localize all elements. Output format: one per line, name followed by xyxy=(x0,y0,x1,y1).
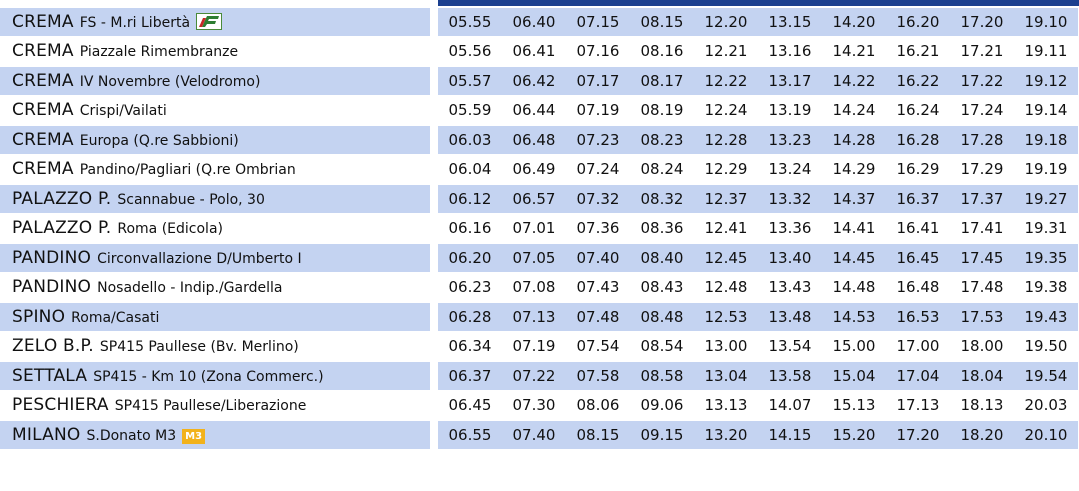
departure-time: 17.22 xyxy=(950,67,1014,95)
departure-time: 09.06 xyxy=(630,392,694,420)
departure-time: 19.38 xyxy=(1014,274,1078,302)
departure-time: 08.19 xyxy=(630,97,694,125)
departure-time: 12.22 xyxy=(694,67,758,95)
departure-time: 20.03 xyxy=(1014,392,1078,420)
departure-time: 14.53 xyxy=(822,303,886,331)
departure-time: 08.54 xyxy=(630,333,694,361)
departure-time: 07.13 xyxy=(502,303,566,331)
departure-time: 07.16 xyxy=(566,38,630,66)
departure-time: 08.06 xyxy=(566,392,630,420)
departure-time: 07.24 xyxy=(566,156,630,184)
stop-street: SP415 Paullese/Liberazione xyxy=(114,398,307,415)
departure-time: 08.17 xyxy=(630,67,694,95)
departure-time: 15.20 xyxy=(822,421,886,449)
departure-time: 07.40 xyxy=(566,244,630,272)
departure-time: 14.20 xyxy=(822,8,886,36)
departure-time: 08.43 xyxy=(630,274,694,302)
departure-time: 16.41 xyxy=(886,215,950,243)
table-row xyxy=(0,421,1078,449)
stop-cell xyxy=(0,38,430,66)
departure-time: 16.20 xyxy=(886,8,950,36)
departure-time: 17.45 xyxy=(950,244,1014,272)
departure-time: 12.37 xyxy=(694,185,758,213)
departure-time: 17.00 xyxy=(886,333,950,361)
stop-cell xyxy=(0,215,430,243)
departure-time: 08.40 xyxy=(630,244,694,272)
stop-town: PALAZZO P. xyxy=(12,188,112,209)
stop-street: Scannabue - Polo, 30 xyxy=(117,191,265,208)
departure-time: 12.24 xyxy=(694,97,758,125)
timetable xyxy=(0,6,1078,451)
table-row xyxy=(0,38,1078,66)
departure-time: 17.13 xyxy=(886,392,950,420)
stop-cell xyxy=(0,362,430,390)
stop-street: Circonvallazione D/Umberto I xyxy=(97,250,302,267)
departure-time: 07.08 xyxy=(502,274,566,302)
stop-town: CREMA xyxy=(12,129,74,150)
column-gap xyxy=(430,126,438,154)
stop-cell xyxy=(0,67,430,95)
departure-time: 06.34 xyxy=(438,333,502,361)
departure-time: 07.05 xyxy=(502,244,566,272)
departure-time: 12.28 xyxy=(694,126,758,154)
departure-time: 08.48 xyxy=(630,303,694,331)
stop-cell xyxy=(0,392,430,420)
departure-time: 07.01 xyxy=(502,215,566,243)
stop-street: Europa (Q.re Sabbioni) xyxy=(79,132,239,149)
departure-time: 08.16 xyxy=(630,38,694,66)
departure-time: 16.45 xyxy=(886,244,950,272)
departure-time: 17.20 xyxy=(886,421,950,449)
table-row xyxy=(0,274,1078,302)
table-row xyxy=(0,244,1078,272)
departure-time: 13.40 xyxy=(758,244,822,272)
departure-time: 06.28 xyxy=(438,303,502,331)
departure-time: 14.28 xyxy=(822,126,886,154)
stop-street: Roma/Casati xyxy=(71,309,160,326)
column-gap xyxy=(430,185,438,213)
departure-time: 13.13 xyxy=(694,392,758,420)
departure-time: 15.13 xyxy=(822,392,886,420)
departure-time: 06.37 xyxy=(438,362,502,390)
stop-street: S.Donato M3 xyxy=(86,427,177,444)
stop-town: SETTALA xyxy=(12,365,88,386)
stop-town: CREMA xyxy=(12,70,74,91)
departure-time: 19.10 xyxy=(1014,8,1078,36)
stop-cell xyxy=(0,303,430,331)
departure-time: 16.37 xyxy=(886,185,950,213)
departure-time: 19.14 xyxy=(1014,97,1078,125)
departure-time: 08.32 xyxy=(630,185,694,213)
departure-time: 18.20 xyxy=(950,421,1014,449)
stop-town: PALAZZO P. xyxy=(12,218,112,239)
departure-time: 13.23 xyxy=(758,126,822,154)
departure-time: 07.32 xyxy=(566,185,630,213)
column-gap xyxy=(430,244,438,272)
stop-town: ZELO B.P. xyxy=(12,336,94,357)
stop-cell xyxy=(0,97,430,125)
departure-time: 07.48 xyxy=(566,303,630,331)
departure-time: 13.43 xyxy=(758,274,822,302)
departure-time: 06.48 xyxy=(502,126,566,154)
departure-time: 13.20 xyxy=(694,421,758,449)
departure-time: 18.13 xyxy=(950,392,1014,420)
table-row xyxy=(0,392,1078,420)
column-gap xyxy=(430,362,438,390)
departure-time: 07.15 xyxy=(566,8,630,36)
departure-time: 16.24 xyxy=(886,97,950,125)
column-gap xyxy=(430,38,438,66)
departure-time: 07.58 xyxy=(566,362,630,390)
departure-time: 05.55 xyxy=(438,8,502,36)
departure-time: 17.37 xyxy=(950,185,1014,213)
column-gap xyxy=(430,274,438,302)
departure-time: 18.00 xyxy=(950,333,1014,361)
departure-time: 13.04 xyxy=(694,362,758,390)
departure-time: 07.22 xyxy=(502,362,566,390)
column-gap xyxy=(430,421,438,449)
stop-street: SP415 - Km 10 (Zona Commerc.) xyxy=(93,368,324,385)
stop-town: CREMA xyxy=(12,159,74,180)
departure-time: 14.29 xyxy=(822,156,886,184)
departure-time: 19.31 xyxy=(1014,215,1078,243)
departure-time: 06.04 xyxy=(438,156,502,184)
table-row xyxy=(0,303,1078,331)
table-row xyxy=(0,126,1078,154)
departure-time: 06.44 xyxy=(502,97,566,125)
departure-time: 12.45 xyxy=(694,244,758,272)
stop-street: SP415 Paullese (Bv. Merlino) xyxy=(99,339,299,356)
table-row xyxy=(0,156,1078,184)
metro-m3-badge: M3 xyxy=(182,429,205,444)
departure-time: 12.20 xyxy=(694,8,758,36)
departure-time: 13.54 xyxy=(758,333,822,361)
departure-time: 17.04 xyxy=(886,362,950,390)
departure-time: 17.48 xyxy=(950,274,1014,302)
stop-street: Crispi/Vailati xyxy=(79,103,167,120)
departure-time: 06.49 xyxy=(502,156,566,184)
stop-street: IV Novembre (Velodromo) xyxy=(79,73,261,90)
departure-time: 16.22 xyxy=(886,67,950,95)
departure-time: 08.58 xyxy=(630,362,694,390)
departure-time: 15.00 xyxy=(822,333,886,361)
departure-time: 07.23 xyxy=(566,126,630,154)
stop-street: FS - M.ri Libertà xyxy=(79,14,191,31)
departure-time: 17.20 xyxy=(950,8,1014,36)
table-row xyxy=(0,8,1078,36)
stop-cell xyxy=(0,156,430,184)
departure-time: 12.29 xyxy=(694,156,758,184)
departure-time: 06.41 xyxy=(502,38,566,66)
departure-time: 19.12 xyxy=(1014,67,1078,95)
departure-time: 14.45 xyxy=(822,244,886,272)
departure-time: 16.53 xyxy=(886,303,950,331)
departure-time: 05.56 xyxy=(438,38,502,66)
table-row xyxy=(0,185,1078,213)
departure-time: 13.58 xyxy=(758,362,822,390)
stop-cell xyxy=(0,274,430,302)
departure-time: 07.40 xyxy=(502,421,566,449)
column-gap xyxy=(430,303,438,331)
departure-time: 19.19 xyxy=(1014,156,1078,184)
departure-time: 08.36 xyxy=(630,215,694,243)
departure-time: 07.19 xyxy=(502,333,566,361)
departure-time: 08.15 xyxy=(566,421,630,449)
departure-time: 14.37 xyxy=(822,185,886,213)
stop-town: PESCHIERA xyxy=(12,395,109,416)
departure-time: 16.28 xyxy=(886,126,950,154)
stop-street: Pandino/Pagliari (Q.re Ombrian xyxy=(79,162,296,179)
stop-cell xyxy=(0,126,430,154)
departure-time: 08.23 xyxy=(630,126,694,154)
departure-time: 14.22 xyxy=(822,67,886,95)
departure-time: 13.16 xyxy=(758,38,822,66)
departure-time: 13.15 xyxy=(758,8,822,36)
departure-time: 07.30 xyxy=(502,392,566,420)
departure-time: 06.23 xyxy=(438,274,502,302)
fs-train-logo-icon xyxy=(196,13,222,30)
column-gap xyxy=(430,333,438,361)
stop-street: Nosadello - Indip./Gardella xyxy=(97,280,283,297)
table-row xyxy=(0,97,1078,125)
departure-time: 16.29 xyxy=(886,156,950,184)
table-row xyxy=(0,67,1078,95)
column-gap xyxy=(430,8,438,36)
departure-time: 06.45 xyxy=(438,392,502,420)
timetable-body xyxy=(0,8,1078,449)
departure-time: 06.03 xyxy=(438,126,502,154)
departure-time: 12.41 xyxy=(694,215,758,243)
departure-time: 07.43 xyxy=(566,274,630,302)
departure-time: 13.36 xyxy=(758,215,822,243)
stop-cell xyxy=(0,333,430,361)
departure-time: 07.36 xyxy=(566,215,630,243)
departure-time: 17.29 xyxy=(950,156,1014,184)
departure-time: 13.32 xyxy=(758,185,822,213)
departure-time: 14.15 xyxy=(758,421,822,449)
departure-time: 08.24 xyxy=(630,156,694,184)
departure-time: 17.21 xyxy=(950,38,1014,66)
stop-town: SPINO xyxy=(12,306,66,327)
departure-time: 16.48 xyxy=(886,274,950,302)
departure-time: 06.55 xyxy=(438,421,502,449)
departure-time: 19.54 xyxy=(1014,362,1078,390)
departure-time: 14.48 xyxy=(822,274,886,302)
departure-time: 19.50 xyxy=(1014,333,1078,361)
departure-time: 13.00 xyxy=(694,333,758,361)
column-gap xyxy=(430,97,438,125)
departure-time: 05.57 xyxy=(438,67,502,95)
stop-town: CREMA xyxy=(12,41,74,62)
departure-time: 08.15 xyxy=(630,8,694,36)
stop-town: PANDINO xyxy=(12,277,92,298)
departure-time: 17.41 xyxy=(950,215,1014,243)
departure-time: 14.41 xyxy=(822,215,886,243)
departure-time: 13.17 xyxy=(758,67,822,95)
departure-time: 06.16 xyxy=(438,215,502,243)
departure-time: 19.27 xyxy=(1014,185,1078,213)
stop-street: Piazzale Rimembranze xyxy=(79,44,239,61)
column-gap xyxy=(430,392,438,420)
column-gap xyxy=(430,215,438,243)
departure-time: 14.07 xyxy=(758,392,822,420)
stop-town: CREMA xyxy=(12,100,74,121)
stop-town: CREMA xyxy=(12,11,74,32)
stop-town: MILANO xyxy=(12,424,81,445)
departure-time: 14.21 xyxy=(822,38,886,66)
stop-cell xyxy=(0,185,430,213)
departure-time: 16.21 xyxy=(886,38,950,66)
departure-time: 14.24 xyxy=(822,97,886,125)
departure-time: 09.15 xyxy=(630,421,694,449)
column-gap xyxy=(430,156,438,184)
departure-time: 05.59 xyxy=(438,97,502,125)
departure-time: 17.24 xyxy=(950,97,1014,125)
departure-time: 19.11 xyxy=(1014,38,1078,66)
departure-time: 15.04 xyxy=(822,362,886,390)
departure-time: 12.48 xyxy=(694,274,758,302)
departure-time: 12.53 xyxy=(694,303,758,331)
stop-cell xyxy=(0,421,430,449)
departure-time: 07.54 xyxy=(566,333,630,361)
stop-street: Roma (Edicola) xyxy=(117,221,223,238)
departure-time: 19.18 xyxy=(1014,126,1078,154)
departure-time: 06.40 xyxy=(502,8,566,36)
departure-time: 20.10 xyxy=(1014,421,1078,449)
departure-time: 06.42 xyxy=(502,67,566,95)
departure-time: 07.17 xyxy=(566,67,630,95)
stop-cell xyxy=(0,244,430,272)
column-gap xyxy=(430,67,438,95)
departure-time: 06.20 xyxy=(438,244,502,272)
table-row xyxy=(0,362,1078,390)
departure-time: 19.43 xyxy=(1014,303,1078,331)
departure-time: 18.04 xyxy=(950,362,1014,390)
departure-time: 17.53 xyxy=(950,303,1014,331)
table-row xyxy=(0,333,1078,361)
departure-time: 13.19 xyxy=(758,97,822,125)
departure-time: 12.21 xyxy=(694,38,758,66)
stop-cell xyxy=(0,8,430,36)
departure-time: 13.48 xyxy=(758,303,822,331)
departure-time: 07.19 xyxy=(566,97,630,125)
table-row xyxy=(0,215,1078,243)
departure-time: 06.57 xyxy=(502,185,566,213)
departure-time: 06.12 xyxy=(438,185,502,213)
departure-time: 17.28 xyxy=(950,126,1014,154)
departure-time: 13.24 xyxy=(758,156,822,184)
stop-town: PANDINO xyxy=(12,247,92,268)
departure-time: 19.35 xyxy=(1014,244,1078,272)
